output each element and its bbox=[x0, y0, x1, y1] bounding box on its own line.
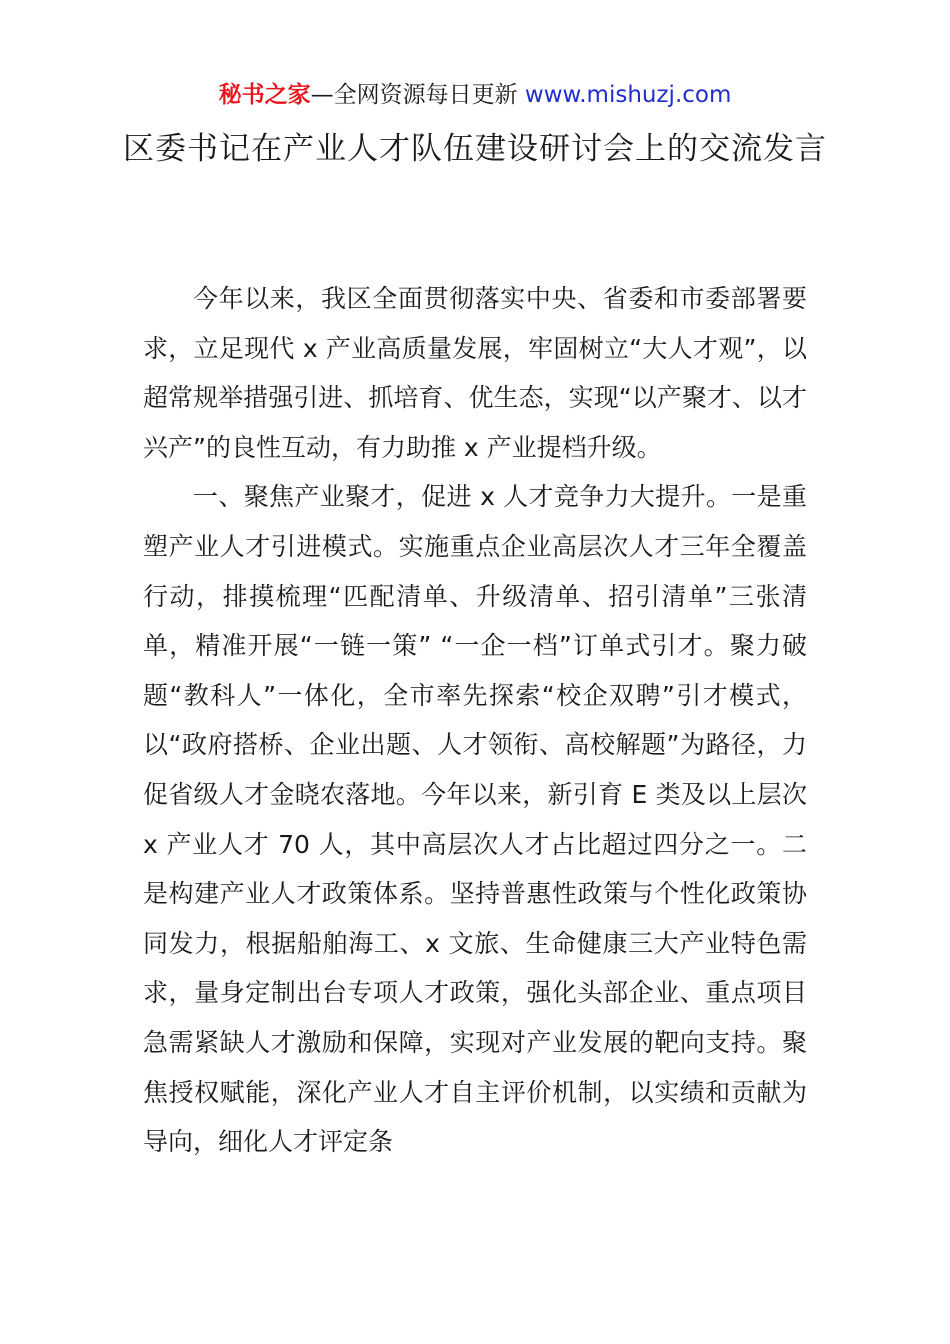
paragraph-intro: 今年以来，我区全面贯彻落实中央、省委和市委部署要求，立足现代 x 产业高质量发展，牢固树立“大人才观”，以超常规举措强引进、抓培育、优生态，实现“以产聚才、以才兴产”的良性互动，有力助推 x 产业提档升级。 bbox=[143, 284, 807, 462]
header-tagline: —全网资源每日更新 bbox=[310, 82, 518, 108]
site-header bbox=[0, 78, 950, 112]
document-title: 区委书记在产业人才队伍建设研讨会上的交流发言 bbox=[123, 131, 827, 167]
brand-name: 秘书之家 bbox=[218, 82, 311, 108]
document-body bbox=[143, 274, 807, 1167]
site-url: www.mishuzj.com bbox=[524, 82, 732, 108]
paragraph-section-1: 一、聚焦产业聚才，促进 x 人才竞争力大提升。一是重塑产业人才引进模式。实施重点企业高层次人才三年全覆盖行动，排摸梳理“匹配清单、升级清单、招引清单”三张清单，精准开展“一链一策” “一企一档”订单式引才。聚力破题“教科人”一体化，全市率先探索“校企双聘”引才模式，以“政府搭桥、企业出题、人才领衔、高校解题”为路径，力促省级人才金晓农落地。今年以来，新引育 E 类及以上层次 x 产业人才 70 人，其中高层次人才占比超过四分之一。二是构建产业人才政策体系。坚持普惠性政策与个性化政策协同发力，根据船舶海工、x 文旅、生命健康三大产业特色需求，量身定制出台专项人才政策，强化头部企业、重点项目急需紧缺人才激励和保障，实现对产业发展的靶向支持。聚焦授权赋能，深化产业人才自主评价机制，以实绩和贡献为导向，细化人才评定条 bbox=[143, 482, 807, 1157]
